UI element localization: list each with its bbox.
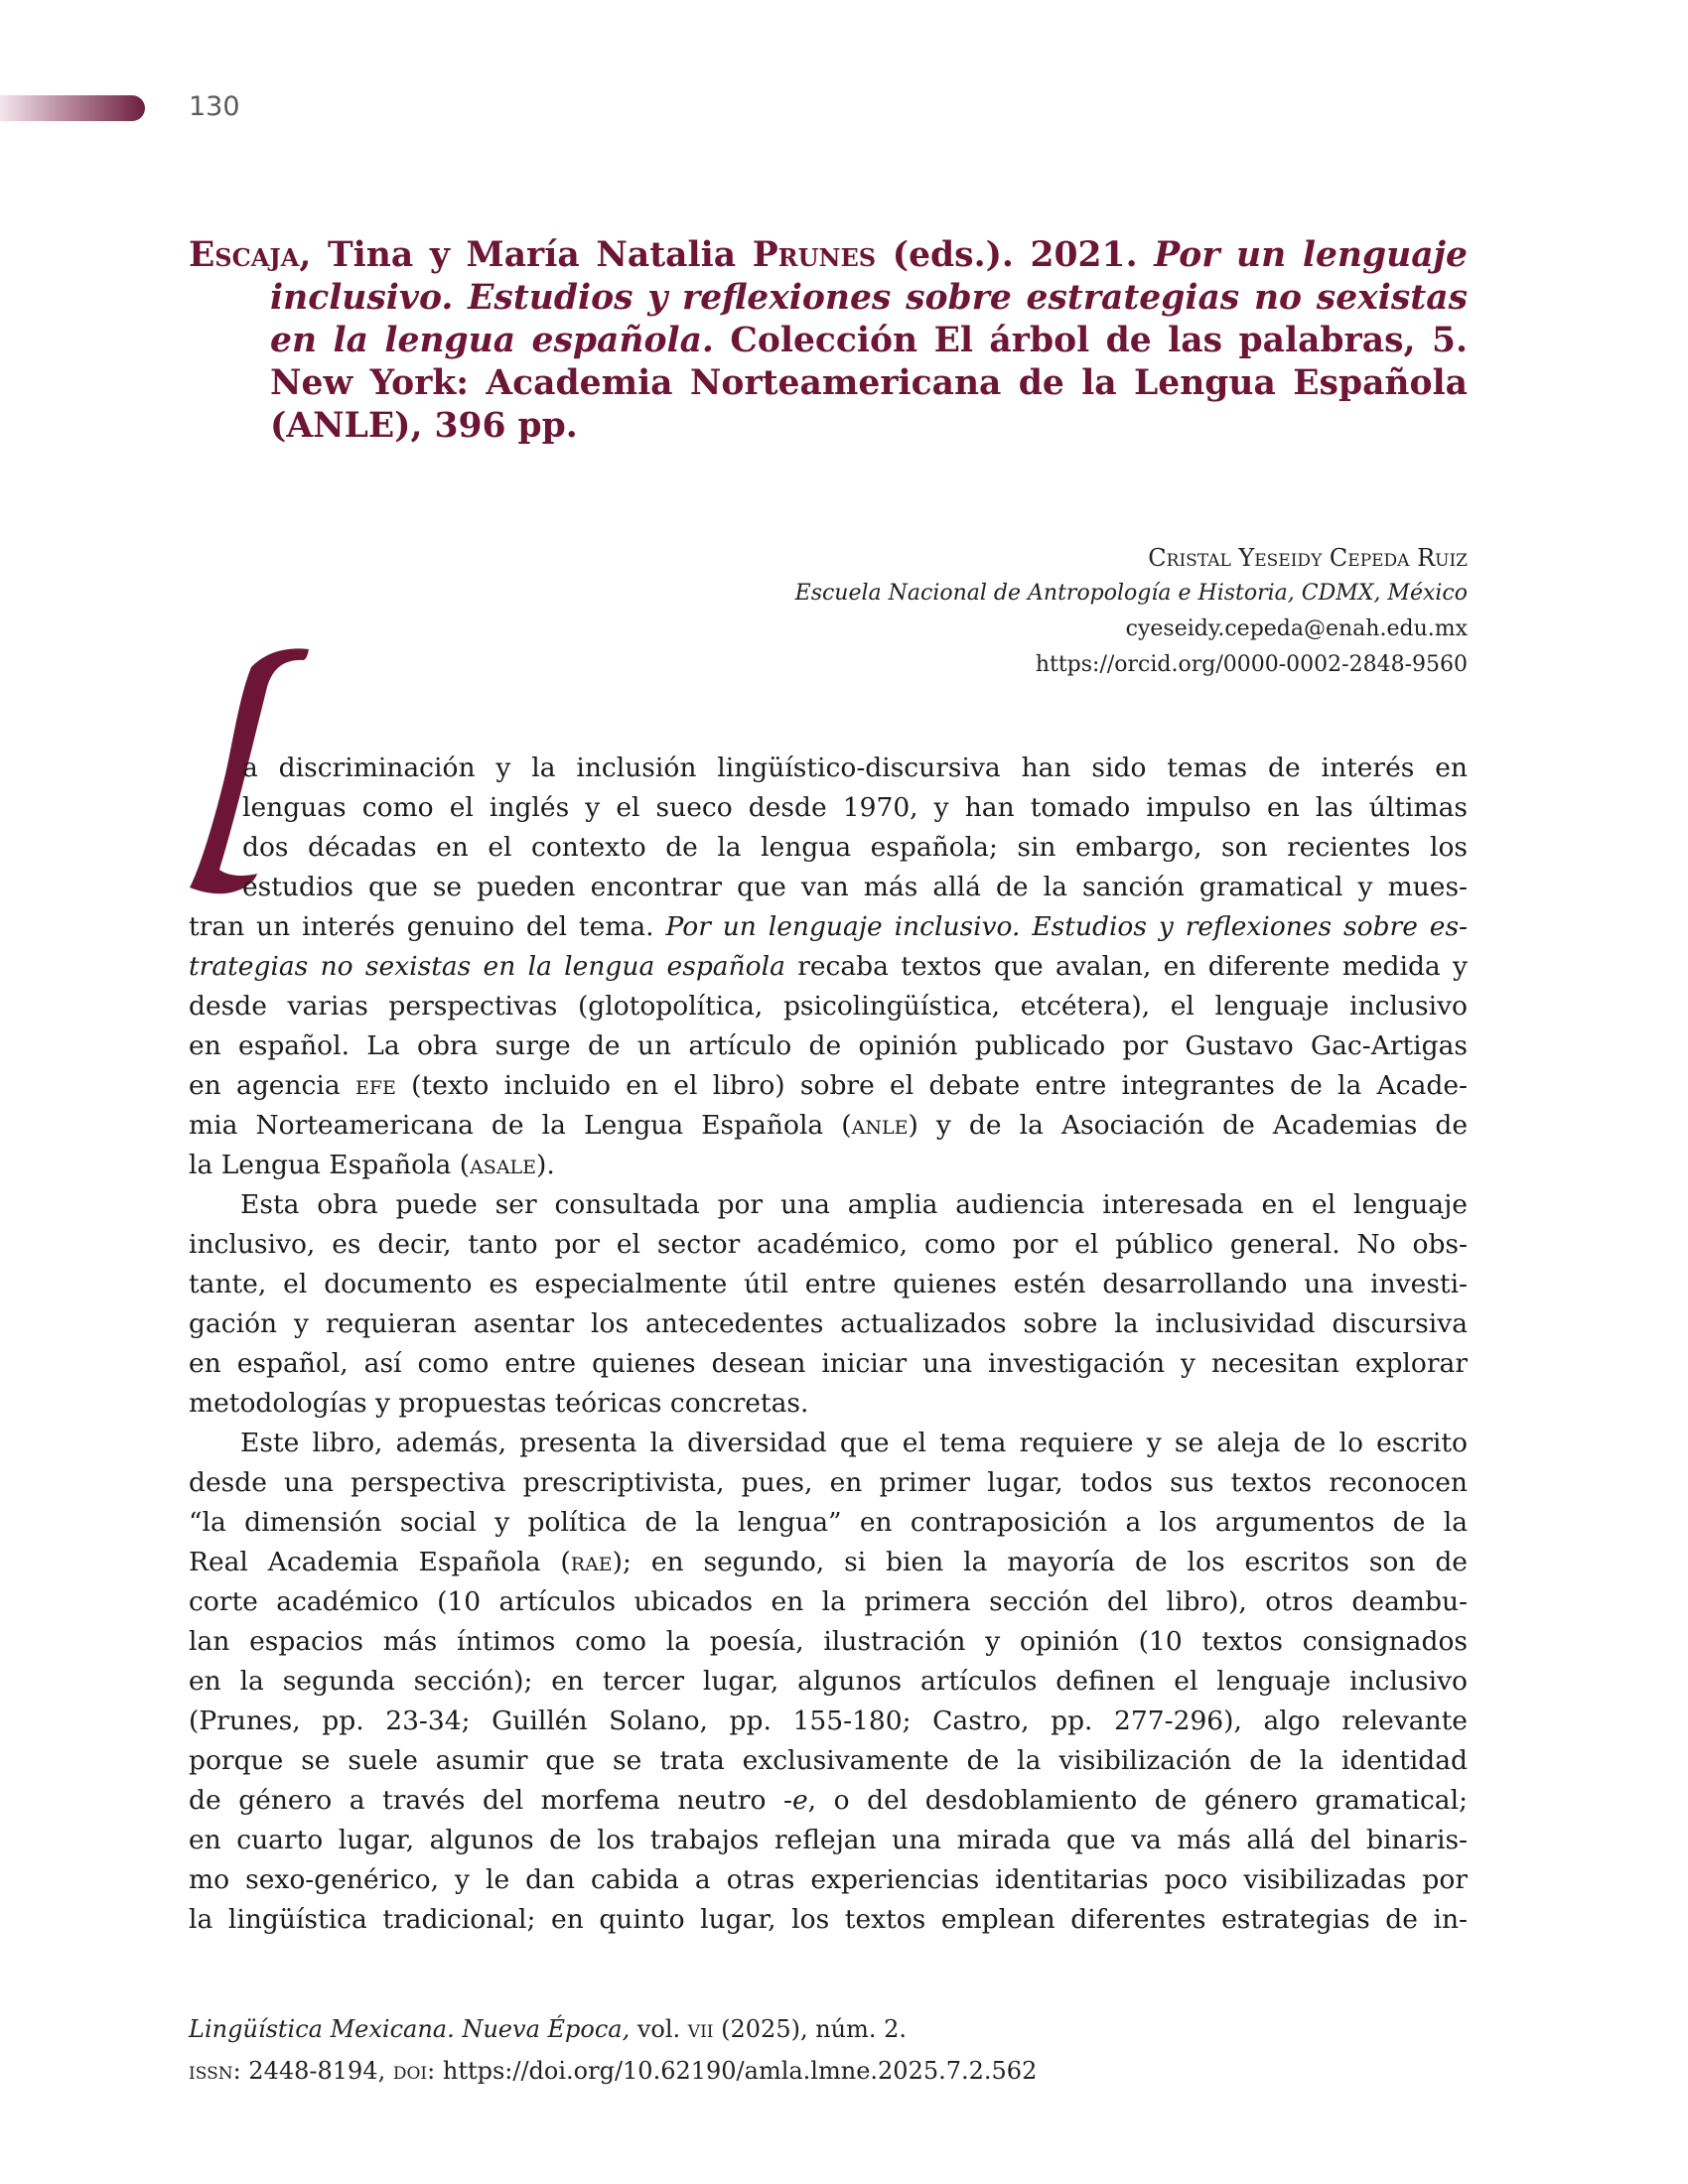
review-body [189,749,1468,1940]
text-line: (Prunes, pp. 23-34; Guillén Solano, pp. 155-180; Castro, pp. 277-296), algo relevante [189,1706,1468,1736]
doi-link[interactable]: : https://doi.org/10.62190/amla.lmne.2025.7.2.562 [427,2057,1038,2085]
journal-footer [189,2008,1037,2092]
page-number: 130 [189,91,240,122]
text-line: lan espacios más íntimos como la poesía, ilustración y opinión (10 textos consignados [189,1626,1468,1657]
text-line: Este libro, además, presenta la diversidad que el tema requiere y se aleja de lo escrito [240,1428,1468,1458]
reviewer-orcid: https://orcid.org/0000-0002-2848-9560 [1035,652,1468,677]
text-line [189,1106,1468,1146]
text-line: tante, el documento es especialmente útil entre quienes estén desarrollando una investi- [189,1269,1468,1299]
text-line [189,907,1468,947]
text-line: en español, así como entre quienes desean iniciar una investigación y necesitan explorar [189,1348,1468,1379]
reference-line [189,362,1468,405]
footer-text: : 2448-8194, [232,2057,393,2085]
text-span: recaba textos que avalan, en diferente medida y [784,951,1468,982]
text-line: en la segunda sección); en tercer lugar, algunos artículos definen el lenguaje inclusivo [189,1666,1468,1697]
text-line: corte académico (10 artículos ubicados en la primera sección del libro), otros deambu- [189,1586,1468,1617]
text-span: Real Academia Española ( [189,1547,571,1577]
text-line: “la dimensión social y política de la lengua” en contraposición a los argumentos de la [189,1507,1468,1538]
text-line [189,1543,1468,1582]
text-line: mo sexo-genérico, y le dan cabida a otras experiencias identitarias poco visibilizadas por [189,1864,1468,1895]
text-line: dos décadas en el contexto de la lengua española; sin embargo, son recientes los [242,832,1468,863]
reviewer-email: cyeseidy.cepeda@enah.edu.mx [1125,616,1468,641]
book-title-inline: Por un lenguaje inclusivo. Estudios y reflexiones sobre es- [665,911,1469,942]
page-tab-decoration [0,95,145,121]
acronym: rae [570,1547,613,1577]
footer-text: vol. [630,2015,688,2043]
issn-label: issn [189,2057,233,2085]
book-reference [189,234,1468,448]
text-span: de género a través del morfema neutro [189,1785,784,1816]
text-span: la Lengua Española ( [189,1150,471,1180]
author-surname: Escaja [189,235,300,275]
reference-text: New York: Academia Norteamericana de la Lengua Española [270,363,1468,403]
text-span: ); en segundo, si bien la mayoría de los escritos son de [612,1547,1468,1577]
text-line: a discriminación y la inclusión lingüístico-discursiva han sido temas de interés en [242,752,1468,783]
author-surname: Prunes [752,235,877,275]
text-line: inclusivo, es decir, tanto por el sector académico, como por el público general. No obs- [189,1229,1468,1260]
text-line [189,1781,1468,1821]
reference-line [189,234,1468,277]
volume-number: vii [687,2015,714,2043]
acronym: efe [354,1070,396,1101]
drop-cap-text: L [182,645,183,646]
acronym: asale [470,1150,537,1180]
reference-line [189,277,1468,320]
reviewer-info [795,540,1468,683]
acronym: anle [851,1110,909,1141]
text-span: mia Norteamericana de la Lengua Española ( [189,1110,852,1141]
text-span: en agencia [189,1070,355,1101]
text-span: , o del desdoblamiento de género gramatical; [807,1785,1468,1816]
text-line [189,1146,1468,1185]
text-line: metodologías y propuestas teóricas concretas. [189,1388,809,1419]
reference-line [189,405,1468,448]
book-title: en la lengua española. [270,321,714,360]
morpheme: -e [783,1785,808,1816]
text-span: ) y de la Asociación de Academias de [908,1110,1468,1141]
text-line: en español. La obra surge de un artículo de opinión publicado por Gustavo Gac-Artigas [189,1030,1468,1061]
text-line: estudios que se pueden encontrar que van más allá de la sanción gramatical y mues- [242,872,1468,902]
reference-text: (eds.). 2021. [876,235,1155,275]
text-line [189,947,1468,987]
text-line: lenguas como el inglés y el sueco desde 1970, y han tomado impulso en las últimas [242,792,1468,823]
doi-label: doi [392,2057,428,2085]
book-title: Por un lenguaje [1154,235,1468,275]
reviewer-name: Cristal Yeseidy Cepeda Ruiz [1148,544,1468,572]
text-line: porque se suele asumir que se trata exclusivamente de la visibilización de la identidad [189,1745,1468,1776]
reference-text: Colección El árbol de las palabras, 5. [713,321,1468,360]
text-span: ). [536,1150,555,1180]
footer-text: (2025), núm. 2. [713,2015,908,2043]
text-span: (texto incluido en el libro) sobre el debate entre integrantes de la Acade- [395,1070,1468,1101]
text-line: gación y requieran asentar los antecedentes actualizados sobre la inclusividad discursiva [189,1308,1468,1339]
text-line: desde varias perspectivas (glotopolítica, psicolingüística, etcétera), el lenguaje inclusivo [189,991,1468,1022]
reviewer-institution: Escuela Nacional de Antropología e Historia, CDMX, México [794,581,1468,606]
book-title-inline: trategias no sexistas en la lengua española [189,951,785,982]
text-line: la lingüística tradicional; en quinto lugar, los textos emplean diferentes estrategias de in- [189,1904,1468,1935]
reference-line [189,320,1468,362]
journal-identifiers [189,2050,1037,2092]
reference-text: (ANLE), 396 pp. [270,406,578,446]
reference-text: , Tina y María Natalia [299,235,753,275]
journal-citation [189,2008,1037,2050]
journal-title: Lingüística Mexicana. Nueva Época, [189,2015,631,2043]
text-line: Esta obra puede ser consultada por una amplia audiencia interesada en el lenguaje [240,1189,1468,1220]
text-line: desde una perspectiva prescriptivista, pues, en primer lugar, todos sus textos reconocen [189,1467,1468,1498]
book-title: inclusivo. Estudios y reflexiones sobre estrategias no sexistas [270,278,1468,318]
text-line: en cuarto lugar, algunos de los trabajos reflejan una mirada que va más allá del binaris- [189,1825,1468,1855]
text-span: tran un interés genuino del tema. [189,911,666,942]
text-line [189,1066,1468,1106]
